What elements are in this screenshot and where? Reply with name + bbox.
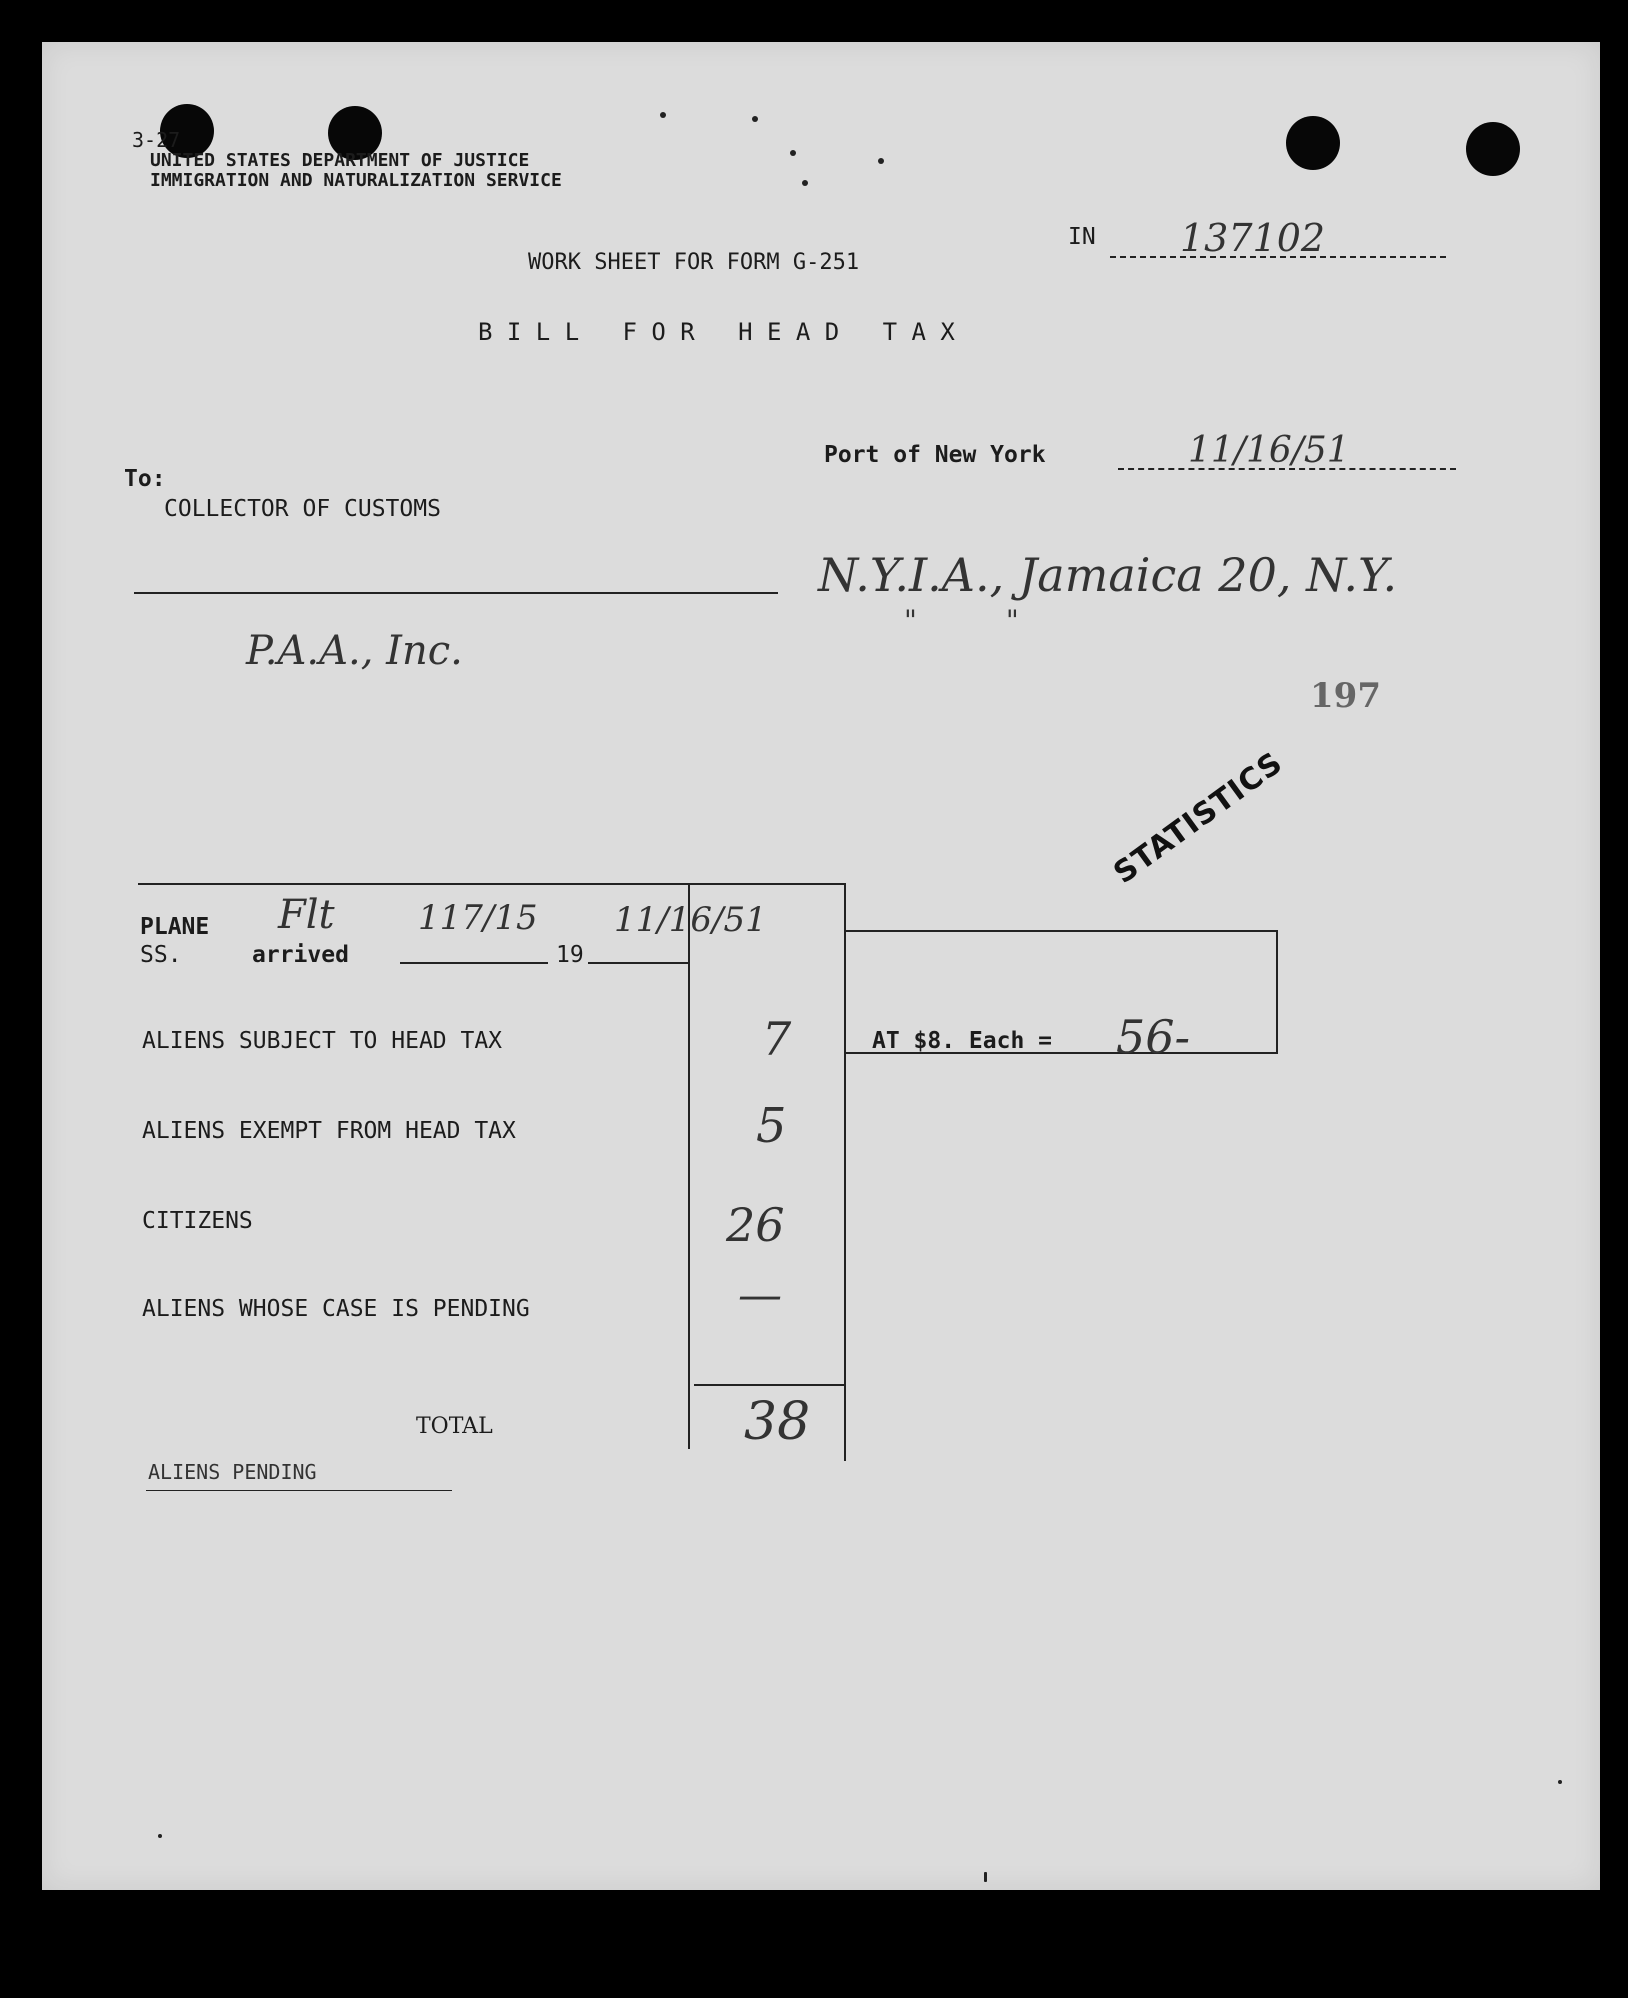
port-label: Port of New York: [824, 442, 1046, 468]
rate-amount: 56-: [1116, 1010, 1191, 1064]
row-value-pending: —: [738, 1270, 782, 1321]
speck: [752, 116, 758, 122]
row-label-exempt: ALIENS EXEMPT FROM HEAD TAX: [142, 1118, 516, 1144]
row-label-subject: ALIENS SUBJECT TO HEAD TAX: [142, 1028, 503, 1054]
port-date: 11/16/51: [1188, 430, 1350, 471]
year-prefix: 19: [556, 942, 584, 968]
punch-hole: [1466, 122, 1520, 176]
total-value: 38: [744, 1392, 811, 1452]
carrier-handwritten: P.A.A., Inc.: [246, 628, 463, 674]
speck: [878, 158, 884, 164]
port-date-line: [1118, 468, 1456, 470]
statistics-stamp: STATISTICS: [1107, 745, 1290, 891]
sheet-number: 197: [1310, 676, 1381, 716]
rate-label: AT $8. Each =: [872, 1028, 1053, 1054]
row-value-subject: 7: [762, 1012, 792, 1066]
row-label-pending: ALIENS WHOSE CASE IS PENDING: [142, 1296, 530, 1322]
total-label: TOTAL: [416, 1414, 493, 1439]
arrived-label: arrived: [252, 942, 349, 968]
punch-hole: [1286, 116, 1340, 170]
flight-number: 117/15: [418, 898, 538, 938]
arrived-line: [400, 962, 548, 964]
speck: [1558, 1780, 1562, 1784]
speck: [802, 180, 808, 186]
in-label: IN: [1068, 224, 1096, 250]
speck: [984, 1872, 987, 1882]
location-handwritten: N.Y.I.A., Jamaica 20, N.Y.: [818, 548, 1398, 602]
speck: [790, 150, 796, 156]
service-name: IMMIGRATION AND NATURALIZATION SERVICE: [150, 170, 562, 191]
aliens-pending-line: [146, 1490, 452, 1491]
row-value-exempt: 5: [756, 1098, 787, 1154]
arrival-date: 11/16/51: [614, 900, 767, 940]
count-column-left: [688, 883, 690, 1449]
aliens-pending-label: ALIENS PENDING: [148, 1460, 317, 1484]
department-name: UNITED STATES DEPARTMENT OF JUSTICE: [150, 150, 530, 171]
table-top-line: [138, 883, 844, 885]
speck: [158, 1834, 162, 1838]
arrived-line-2: [588, 962, 688, 964]
addressee-line: [134, 592, 778, 594]
in-number: 137102: [1180, 216, 1326, 260]
count-column-right: [844, 883, 846, 1461]
worksheet-title: WORK SHEET FOR FORM G-251: [528, 250, 860, 275]
collector-of-customs: COLLECTOR OF CUSTOMS: [164, 496, 441, 522]
in-number-line: [1110, 256, 1446, 258]
rate-box-top: [844, 930, 1278, 932]
speck: [660, 112, 666, 118]
ss-label: SS.: [140, 942, 182, 968]
flight-handwritten: Flt: [278, 892, 335, 938]
ditto-marks: " ": [904, 604, 1019, 637]
form-code: 3-27: [132, 128, 181, 152]
to-label: To:: [124, 466, 166, 492]
rate-box-right: [1276, 930, 1278, 1054]
row-value-citizens: 26: [726, 1198, 785, 1252]
total-rule: [694, 1384, 846, 1386]
bill-title: B I L L F O R H E A D T A X: [478, 318, 955, 346]
plane-label: PLANE: [140, 914, 210, 940]
row-label-citizens: CITIZENS: [142, 1208, 253, 1234]
